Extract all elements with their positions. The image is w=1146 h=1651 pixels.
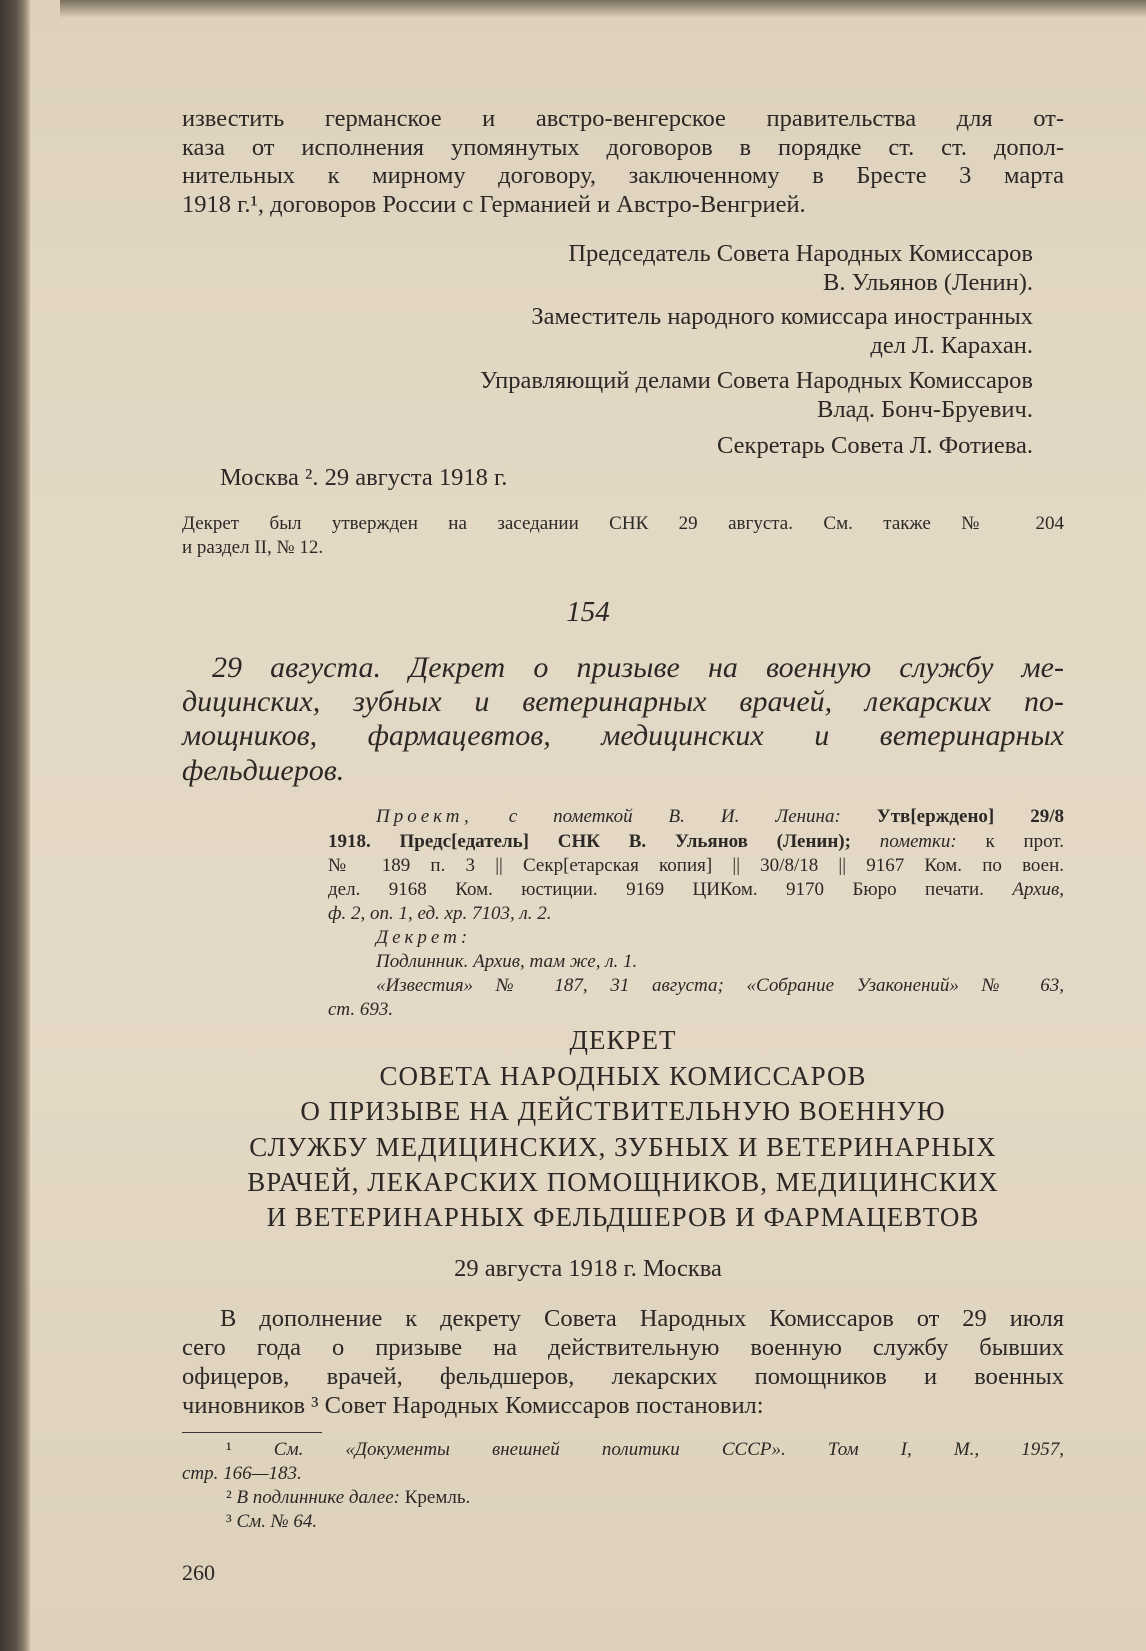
decree-heading-line: СЛУЖБУ МЕДИЦИНСКИХ, ЗУБНЫХ И ВЕТЕРИНАРНЫХ xyxy=(249,1132,997,1162)
source-approved: Утв[ерждено] 29/8 xyxy=(876,806,1064,827)
footnote-3-text: См. № 64. xyxy=(236,1511,318,1532)
source-line-3: № 189 п. 3 || Секр[етарская копия] || 30/8/18 || 9167 Ком. по воен. xyxy=(328,855,1064,876)
signature-line: дел Л. Карахан. xyxy=(870,332,1033,359)
decree-heading-line: СОВЕТА НАРОДНЫХ КОМИССАРОВ xyxy=(379,1061,867,1091)
source-protocol: к прот. xyxy=(985,831,1064,852)
text-line: В дополнение к декрету Совета Народных Комиссаров от 29 июля xyxy=(220,1305,1064,1332)
signature-line: Секретарь Совета Л. Фотиева. xyxy=(717,432,1033,459)
decree-note-line: и раздел II, № 12. xyxy=(182,537,324,558)
source-line-7: Подлинник. Архив, там же, л. 1. xyxy=(376,951,638,972)
decree-heading-line: ВРАЧЕЙ, ЛЕКАРСКИХ ПОМОЩНИКОВ, МЕДИЦИНСКИХ xyxy=(247,1167,999,1197)
source-line-6: Декрет: xyxy=(376,927,472,948)
signature-line: Управляющий делами Совета Народных Комиссаров xyxy=(479,367,1033,394)
document-title-line: фельдшеров. xyxy=(182,754,345,787)
footnote-2 xyxy=(226,1486,470,1510)
source-line-9: ст. 693. xyxy=(328,999,394,1020)
decree-heading-line: ДЕКРЕТ xyxy=(569,1025,677,1055)
footnote-2-note: В подлиннике далее: xyxy=(236,1487,405,1508)
page-top-shadow xyxy=(60,0,1146,18)
source-line-5: ф. 2, оп. 1, ед. хр. 7103, л. 2. xyxy=(328,903,552,924)
decree-date: 29 августа 1918 г. Москва xyxy=(454,1255,722,1282)
book-binding xyxy=(0,0,30,1651)
source-line-1 xyxy=(376,805,1064,829)
signature-line: Заместитель народного комиссара иностранных xyxy=(531,303,1033,330)
footnote-1-text: См. «Документы внешней политики СССР». Том I, М., 1957, xyxy=(273,1439,1064,1460)
source-line-4 xyxy=(328,878,1064,902)
footnote-1 xyxy=(226,1438,1064,1462)
document-number: 154 xyxy=(566,596,610,628)
footnote-rule xyxy=(182,1432,322,1433)
source-marks-label: пометки: xyxy=(850,831,986,852)
source-registry: дел. 9168 Ком. юстиции. 9169 ЦИКом. 9170 Бюро печати. xyxy=(328,879,1013,900)
footnote-2-text: Кремль. xyxy=(404,1487,471,1508)
text-line: 1918 г.¹, договоров России с Германией и Австро-Венгрией. xyxy=(182,191,806,218)
signature-line: Председатель Совета Народных Комиссаров xyxy=(568,240,1033,267)
footnote-mark: ¹ xyxy=(226,1439,232,1460)
source-line-8: «Известия» № 187, 31 августа; «Собрание Узаконений» № 63, xyxy=(376,975,1064,996)
document-title-line: мощников, фармацевтов, медицинских и ветеринарных xyxy=(182,719,1064,752)
decree-heading-line: О ПРИЗЫВЕ НА ДЕЙСТВИТЕЛЬНУЮ ВОЕННУЮ xyxy=(300,1096,946,1126)
text-line: чиновников ³ Совет Народных Комиссаров постановил: xyxy=(182,1392,764,1419)
document-title-line: 29 августа. Декрет о призыве на военную службу ме- xyxy=(212,651,1064,684)
decree-heading-line: И ВЕТЕРИНАРНЫХ ФЕЛЬДШЕРОВ И ФАРМАЦЕВТОВ xyxy=(266,1202,980,1232)
text-line: офицеров, врачей, фельдшеров, лекарских помощников и военных xyxy=(182,1363,1064,1390)
footnote-mark: ³ xyxy=(226,1511,232,1532)
footnote-3 xyxy=(226,1510,317,1534)
footnote-mark: ² xyxy=(226,1487,232,1508)
source-archive: Архив, xyxy=(1012,879,1064,900)
document-title-line: дицинских, зубных и ветеринарных врачей, лекарских по- xyxy=(182,685,1064,718)
place-date: Москва ². 29 августа 1918 г. xyxy=(220,464,508,491)
source-line-2 xyxy=(328,830,1064,854)
decree-note-line: Декрет был утвержден на заседании СНК 29 августа. См. также № 204 xyxy=(182,513,1064,534)
source-chairman: 1918. Предс[едатель] СНК В. Ульянов (Ленин); xyxy=(328,831,851,852)
source-lenin-note: с пометкой В. И. Ленина: xyxy=(472,806,877,827)
footnote-1-cont: стр. 166—183. xyxy=(182,1463,302,1484)
source-project-label: Проект, xyxy=(376,806,473,827)
text-line: сего года о призыве на действительную военную службу бывших xyxy=(182,1334,1064,1361)
signature-line: Влад. Бонч-Бруевич. xyxy=(817,396,1033,423)
book-page xyxy=(30,0,1146,1651)
text-line: известить германское и австро-венгерское правительства для от- xyxy=(182,105,1064,132)
text-line: каза от исполнения упомянутых договоров в порядке ст. ст. допол- xyxy=(182,134,1064,161)
page-number: 260 xyxy=(182,1560,215,1585)
signature-line: В. Ульянов (Ленин). xyxy=(823,269,1033,296)
text-line: нительных к мирному договору, заключенному в Бресте 3 марта xyxy=(182,162,1064,189)
